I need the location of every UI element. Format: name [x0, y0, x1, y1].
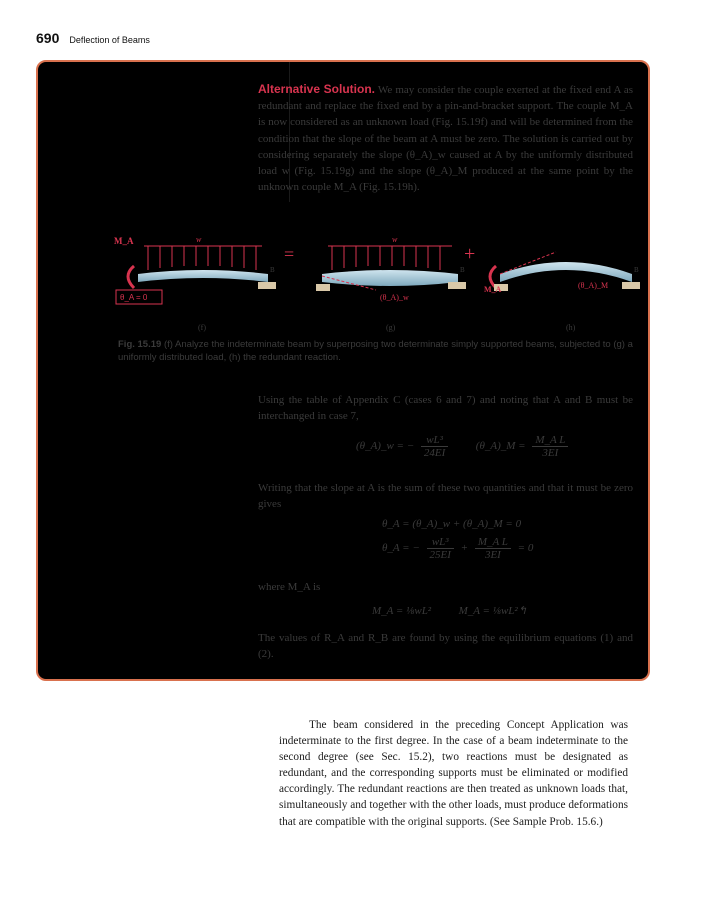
- label-ma-f: M_A: [114, 236, 134, 246]
- eq1-lhs1: (θ_A)_w = −: [356, 440, 415, 453]
- eq3-b: M_A = ⅛wL²↰: [458, 605, 527, 617]
- equation-result: [372, 604, 527, 617]
- plus-sign: +: [464, 243, 476, 265]
- theta-m-label: (θ_A)_M: [578, 281, 609, 290]
- equals-sign: =: [284, 244, 295, 264]
- paragraph-where: where M_A is: [258, 581, 321, 593]
- label-b-g: B: [460, 266, 465, 274]
- label-b-f: B: [270, 266, 275, 274]
- subfig-g-label: (g): [386, 323, 396, 332]
- paragraph-table: Using the table of Appendix C (cases 6 and 7) and noting that A and B must be interchanged in case 7,: [258, 394, 633, 422]
- eq2-den2: 3EI: [484, 549, 501, 561]
- equation-sum: θ_A = (θ_A)_w + (θ_A)_M = 0: [382, 518, 522, 530]
- theta-box: θ_A = 0: [120, 293, 148, 302]
- subfig-h-label: (h): [566, 323, 576, 332]
- equation-zero: [382, 536, 533, 561]
- eq1-den1: 24EI: [423, 447, 446, 459]
- eq2-num2: M_A L: [475, 536, 511, 549]
- eq2-rhs: = 0: [517, 542, 534, 555]
- eq3-a: M_A = ⅛wL²: [372, 605, 432, 617]
- eq1-num1: wL³: [421, 434, 448, 447]
- eq1-lhs2: (θ_A)_M =: [475, 440, 526, 453]
- alt-solution-text: We may consider the couple exerted at the fixed end A as redundant and replace the fixed end by a pin-and-bracket support. The couple M_A is now considered as an unknown load (Fig. 15.19f) and will be determined from the condition that the slope of the beam at A must be zero. The solution is carried out by considering separately the slope (θ_A)_w caused at A by the uniformly distributed load w (Fig. 15.19g) and the slope (θ_A)_M produced at the same point by the unknown couple M_A (Fig. 15.19h).: [258, 84, 634, 194]
- paragraph-values: The values of R_A and R_B are found by using the equilibrium equations (1) and (2).: [258, 632, 633, 660]
- paragraph-slope: Writing that the slope at A is the sum of these two quantities and that it must be zero gives: [258, 482, 633, 510]
- label-ma-h: M_A: [484, 285, 502, 294]
- label-w-f: w: [196, 235, 202, 244]
- eq1-den2: 3EI: [542, 447, 559, 459]
- caption-number: Fig. 15.19: [118, 339, 162, 350]
- main-paragraph: [279, 717, 628, 830]
- figure-15-19: [108, 230, 644, 335]
- eq1-num2: M_A L: [532, 434, 568, 447]
- page-number: 690: [36, 30, 60, 46]
- eq2-den1: 25EI: [429, 549, 451, 561]
- alt-solution-heading: Alternative Solution.: [258, 82, 375, 96]
- beam-g: [316, 246, 466, 291]
- eq2-num1: wL³: [427, 536, 454, 549]
- beam-h: [490, 252, 640, 291]
- main-paragraph-text: The beam considered in the preceding Concept Application was indeterminate to the first degree. In the case of a beam indeterminate to the second degree (see Sec. 15.2), two reactions must be designated as redundant, and the corresponding supports must be eliminated or modified accordingly. The redundant reactions are then treated as unknown loads that, simultaneously and together with the other loads, must produce deformations that are compatible with the original supports. (See Sample Prob. 15.6.): [279, 719, 628, 828]
- beam-f: [128, 246, 276, 289]
- caption-text: (f) Analyze the indeterminate beam by superposing two determinate simply supported beams, subjected to (g) a uniformly distributed load, (h) the redundant reaction.: [118, 339, 633, 363]
- page-header: [36, 30, 150, 46]
- label-b-h: B: [634, 266, 639, 274]
- equation-slopes: [356, 434, 572, 459]
- label-w-g: w: [392, 235, 398, 244]
- eq2-lhs: θ_A = −: [382, 542, 420, 555]
- chapter-title: Deflection of Beams: [69, 35, 150, 45]
- eq2-plus: +: [460, 542, 469, 555]
- alternative-solution: [258, 81, 633, 195]
- concept-application-panel: [36, 60, 650, 681]
- figure-caption: [118, 338, 638, 364]
- subfig-f-label: (f): [198, 323, 206, 332]
- theta-w-label: (θ_A)_w: [380, 293, 409, 302]
